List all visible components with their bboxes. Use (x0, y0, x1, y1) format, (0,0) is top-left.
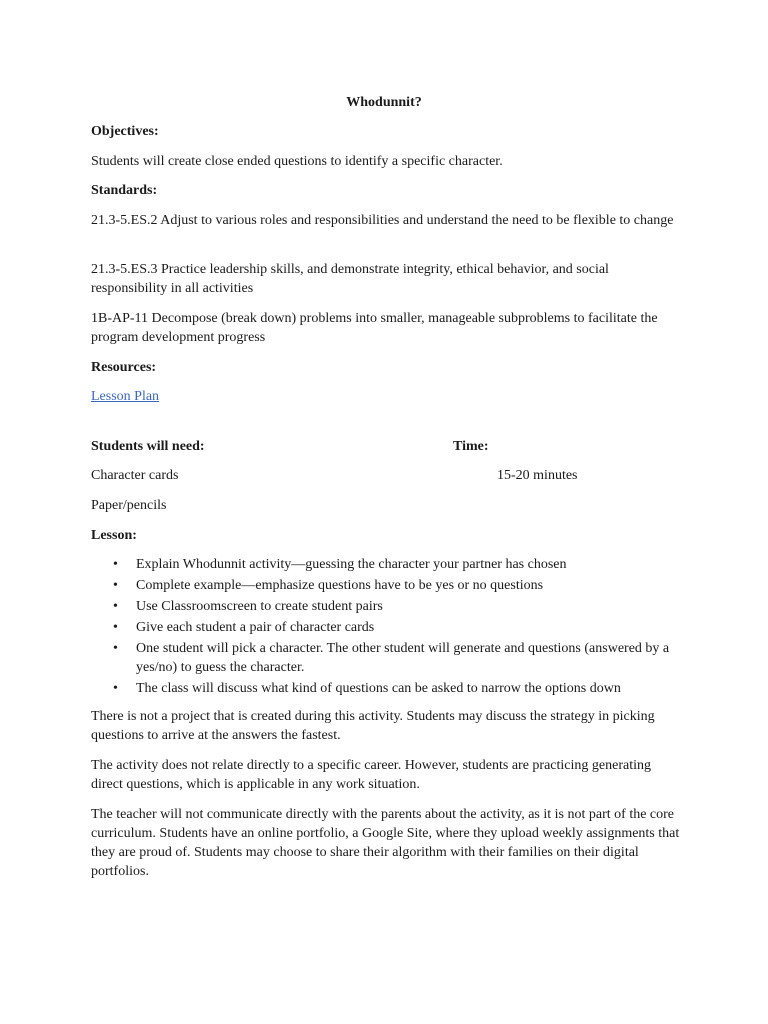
bullet-icon: • (113, 641, 118, 656)
bullet-icon: • (113, 557, 118, 572)
body-paragraph: The activity does not relate directly to a specific career. However, students are practicing generating direct questions, which is applicable in any work situation. (91, 758, 651, 792)
bullet-icon: • (113, 599, 118, 614)
lesson-plan-link[interactable]: Lesson Plan (91, 389, 160, 404)
bullet-icon: • (113, 620, 118, 635)
list-item-text: Explain Whodunnit activity—guessing the character your partner has chosen (136, 557, 567, 572)
standards-heading: Standards: (91, 183, 158, 198)
list-item (91, 576, 691, 595)
objectives-heading: Objectives: (91, 124, 159, 139)
resources-link-line (91, 387, 681, 406)
needs-item: Paper/pencils (91, 498, 167, 513)
body-paragraph: There is not a project that is created during this activity. Students may discuss the strategy in picking questions to arrive at the answers the fastest. (91, 709, 655, 743)
list-item (91, 679, 691, 698)
standard-item: 1B-AP-11 Decompose (break down) problems into smaller, manageable subproblems to facilitate the program development progress (91, 311, 658, 345)
list-item-text: Give each student a pair of character cards (136, 620, 375, 635)
needs-item: Character cards (91, 468, 179, 483)
list-item (91, 639, 691, 677)
time-heading: Time: (453, 439, 489, 454)
list-item (91, 618, 691, 637)
needs-heading: Students will need: (91, 439, 205, 454)
document-title: Whodunnit? (346, 95, 422, 110)
bullet-icon: • (113, 578, 118, 593)
lesson-heading: Lesson: (91, 528, 137, 543)
standard-item: 21.3-5.ES.2 Adjust to various roles and responsibilities and understand the need to be flexible to change (91, 213, 674, 228)
list-item-text: Use Classroomscreen to create student pairs (136, 599, 383, 614)
list-item-text: The class will discuss what kind of questions can be asked to narrow the options down (136, 681, 621, 696)
resources-heading: Resources: (91, 360, 157, 375)
body-paragraph: The teacher will not communicate directly with the parents about the activity, as it is not part of the core curriculum. Students have an online portfolio, a Google Site, where they upload weekly assignments that they are proud of. Students may choose to share their algorithm with their families on their digital portfolios. (91, 807, 680, 879)
objectives-text: Students will create close ended questions to identify a specific character. (91, 154, 503, 169)
bullet-icon: • (113, 681, 118, 696)
standard-item: 21.3-5.ES.3 Practice leadership skills, and demonstrate integrity, ethical behavior, and social responsibility in all activities (91, 262, 609, 296)
list-item (91, 597, 691, 616)
list-item (91, 555, 691, 574)
list-item-text: Complete example—emphasize questions have to be yes or no questions (136, 578, 544, 593)
list-item-text: One student will pick a character. The other student will generate and questions (answered by a yes/no) to guess the character. (136, 641, 670, 675)
time-value: 15-20 minutes (497, 468, 578, 483)
lesson-list (91, 555, 691, 700)
